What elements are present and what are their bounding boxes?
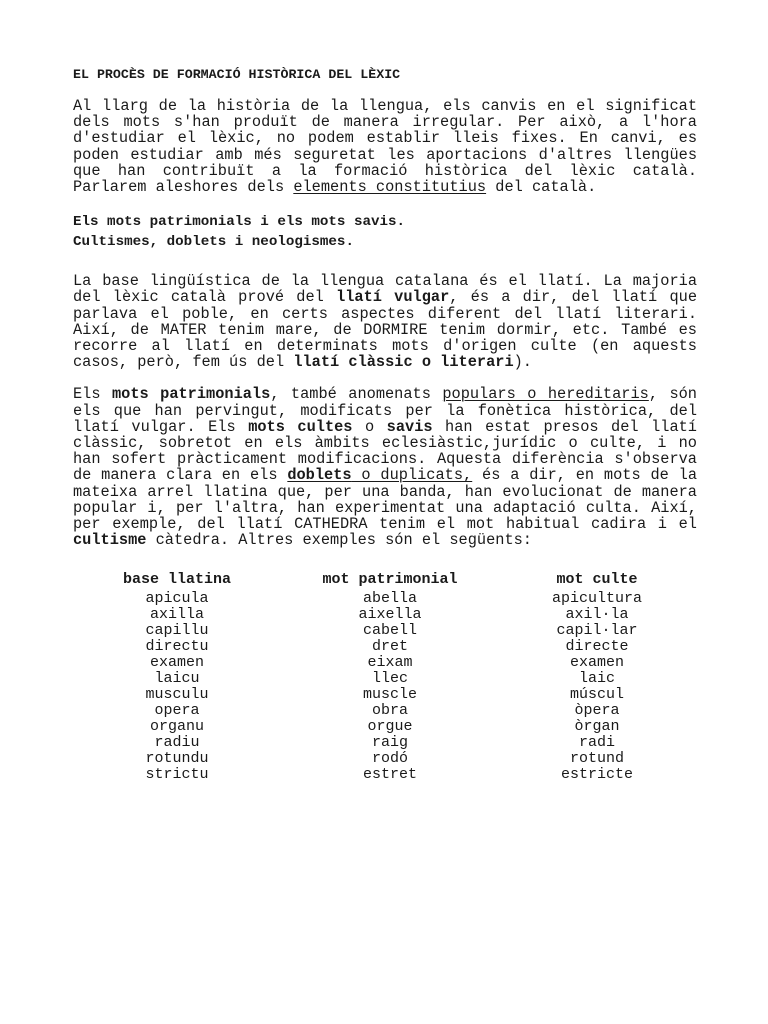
text-line: que han contribuït a la formació històrica del lèxic català.: [73, 162, 697, 180]
text-line: [73, 354, 697, 370]
underlined-term: o duplicats,: [351, 467, 473, 484]
bold-term: mots cultes: [248, 418, 353, 436]
cell-culte: òrgan: [574, 718, 620, 735]
column-header-base: base llatina: [122, 571, 232, 588]
cell-base: axilla: [149, 606, 204, 623]
text-line: d'estudiar el lèxic, no podem establir lleis fixes. En canvi, es: [73, 130, 697, 147]
table-row: [98, 671, 670, 687]
text-line: han sofert pràcticament modificacions. Aquesta diferència s'observa: [73, 451, 697, 468]
text-fragment: , també anomenats: [270, 386, 443, 403]
document-page: [73, 66, 697, 548]
text-line: recorre al llatí en determinats mots d'origen culte (en aquests: [73, 338, 697, 355]
cell-base: laicu: [154, 670, 200, 687]
table-row: [98, 639, 670, 655]
text-fragment: casos, però, fem ús del: [73, 354, 294, 371]
text-fragment: càtedra. Altres exemples són el següents:: [146, 532, 532, 549]
table-row: [98, 751, 670, 767]
text-fragment: de manera clara en els: [73, 467, 288, 484]
cell-culte: axil·la: [565, 606, 629, 623]
cell-patrimonial: llec: [371, 670, 408, 687]
text-fragment: del lèxic català prové del: [73, 289, 337, 306]
cell-patrimonial: dret: [371, 638, 408, 655]
text-line: [73, 179, 697, 195]
cell-patrimonial: abella: [362, 590, 417, 607]
cell-culte: laic: [578, 670, 615, 687]
text-line: Així, de MATER tenim mare, de DORMIRE tenim dormir, etc. També es: [73, 321, 697, 339]
cell-culte: estricte: [560, 766, 633, 783]
column-header-patrimonial: mot patrimonial: [322, 571, 458, 588]
cell-base: organu: [149, 718, 204, 735]
text-line: els que han pervingut, modificats per la fonètica històrica, del: [73, 402, 697, 419]
cell-base: rotundu: [145, 750, 209, 767]
cell-culte: múscul: [569, 686, 624, 703]
bold-term: llatí vulgar: [336, 289, 450, 306]
examples-table: [98, 569, 670, 783]
cell-culte: directe: [565, 638, 629, 655]
text-fragment: Els: [73, 386, 112, 403]
bold-term: mots patrimonials: [111, 386, 271, 403]
cell-base: capillu: [145, 622, 209, 639]
text-line: poden estudiar amb més seguretat les aportacions d'altres llengües: [73, 146, 697, 163]
cell-patrimonial: estret: [362, 766, 417, 783]
table-row: [98, 719, 670, 735]
cell-patrimonial: obra: [371, 702, 408, 719]
cell-patrimonial: muscle: [362, 686, 417, 703]
cell-patrimonial: eixam: [367, 654, 413, 671]
base-paragraph: [73, 273, 697, 370]
text-fragment: ).: [513, 354, 532, 371]
bold-term: llatí clàssic o literari: [293, 354, 514, 371]
column-header-culte: mot culte: [556, 571, 638, 588]
text-line: popular i, per l'altra, han experimentat una adaptació culta. Així,: [73, 499, 697, 517]
cell-base: directu: [145, 638, 209, 655]
table-row: [98, 703, 670, 719]
cell-base: radiu: [154, 734, 200, 751]
text-line: mateixa arrel llatina que, per una banda, han evolucionat de manera: [73, 483, 697, 500]
text-line: per exemple, del llatí CATHEDRA tenim el mot habitual cadira i el: [73, 516, 697, 533]
text-line: La base lingüística de la llengua catalana és el llatí. La majoria: [73, 273, 697, 290]
underlined-term: populars o hereditaris: [442, 386, 649, 403]
cell-culte: òpera: [574, 702, 620, 719]
text-fragment: han estat presos del llatí: [432, 418, 697, 436]
cell-base: strictu: [145, 766, 209, 783]
text-fragment: , són: [648, 386, 697, 403]
underlined-term: elements constitutius: [293, 179, 487, 196]
cell-patrimonial: raig: [371, 734, 408, 751]
text-fragment: o: [352, 418, 387, 436]
table-row: [98, 623, 670, 639]
table-row: [98, 607, 670, 623]
intro-paragraph: [73, 98, 697, 195]
patrimonial-paragraph: [73, 386, 697, 548]
text-line: [73, 419, 697, 435]
cell-base: apicula: [145, 590, 209, 607]
bold-term: savis: [386, 418, 433, 436]
table-row: [98, 591, 670, 607]
text-line: parlava el poble, en certs aspectes diferent del llatí literari.: [73, 305, 697, 322]
table-row: [98, 687, 670, 703]
table-row: [98, 655, 670, 671]
heading-line-1: Els mots patrimonials i els mots savis.: [73, 214, 406, 231]
text-fragment: , és a dir, del llatí que: [449, 289, 697, 306]
cell-culte: capil·lar: [556, 622, 638, 639]
text-line: [73, 289, 697, 305]
cell-culte: radi: [578, 734, 615, 751]
heading-line-2: Cultismes, doblets i neologismes.: [73, 234, 354, 251]
cell-base: examen: [149, 654, 204, 671]
cell-culte: examen: [569, 654, 624, 671]
text-fragment: del català.: [486, 179, 597, 196]
table-row: [98, 767, 670, 783]
cell-culte: apicultura: [551, 590, 642, 607]
text-line: clàssic, sobretot en els àmbits eclesiàstic,jurídic o culte, i no: [73, 435, 697, 452]
cell-patrimonial: aixella: [358, 606, 422, 623]
text-line: [73, 532, 697, 548]
text-line: [73, 467, 697, 483]
text-line: [73, 386, 697, 402]
cell-patrimonial: rodó: [371, 750, 408, 767]
bold-underlined-term: doblets: [287, 467, 352, 484]
cell-base: opera: [154, 702, 200, 719]
table-row: [98, 735, 670, 751]
section-heading: [73, 212, 697, 252]
bold-term: cultisme: [73, 532, 147, 549]
text-line: Al llarg de la història de la llengua, els canvis en el significat: [73, 98, 697, 115]
text-fragment: Parlarem aleshores dels: [73, 179, 294, 196]
cell-culte: rotund: [569, 750, 624, 767]
text-line: dels mots s'han produït de manera irregular. Per això, a l'hora: [73, 114, 697, 131]
cell-base: musculu: [145, 686, 209, 703]
table-body: [98, 591, 670, 783]
cell-patrimonial: cabell: [362, 622, 417, 639]
text-fragment: llatí vulgar. Els: [73, 418, 249, 436]
page-title: EL PROCÈS DE FORMACIÓ HISTÒRICA DEL LÈXIC: [73, 67, 401, 82]
cell-patrimonial: orgue: [367, 718, 413, 735]
table-header-row: [98, 569, 670, 591]
text-fragment: és a dir, en mots de la: [472, 467, 697, 484]
